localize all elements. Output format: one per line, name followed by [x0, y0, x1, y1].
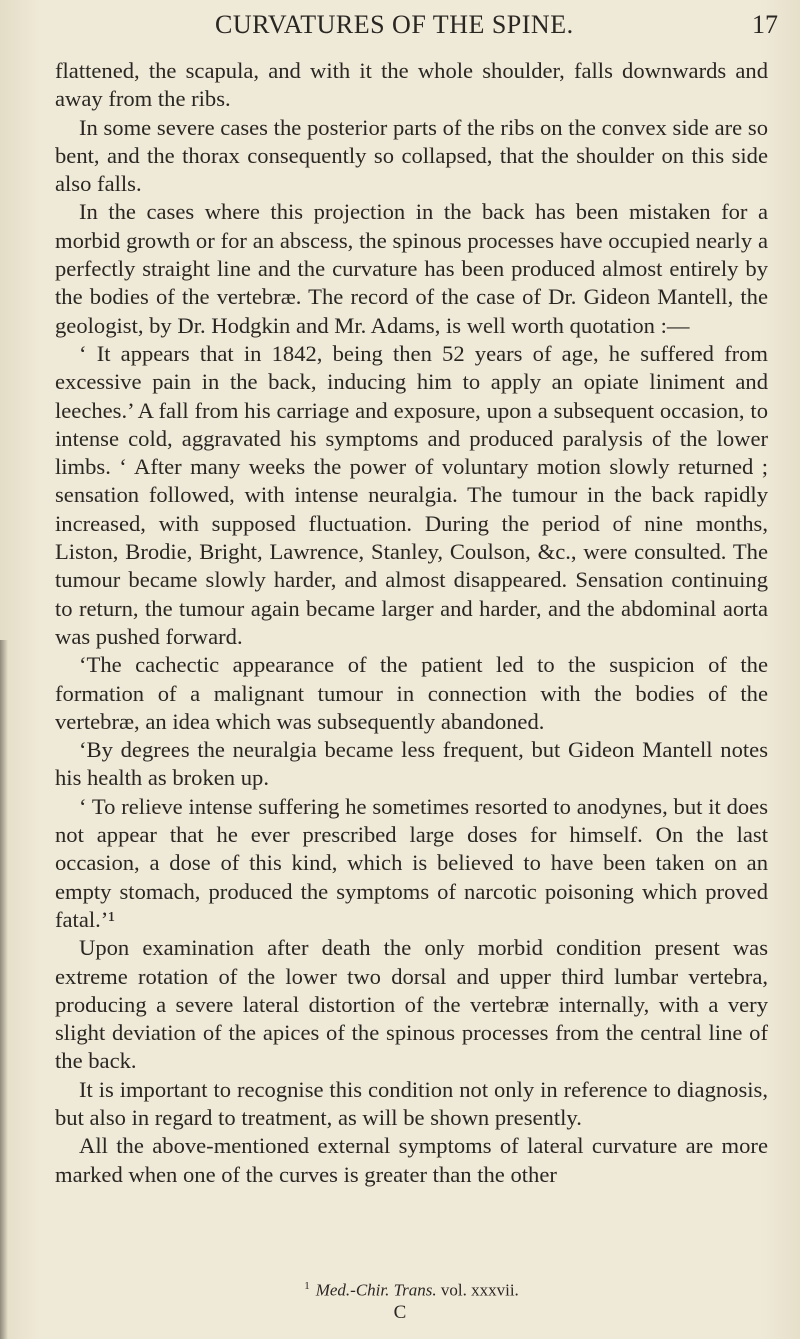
body-text — [55, 57, 768, 1189]
paragraph-5: ‘The cachectic appearance of the patient led to the suspicion of the formation of a malignant tumour in connection with the bodies of the vertebræ, an idea which was subsequently abandoned. — [55, 652, 768, 734]
paragraph-6: ‘By degrees the neuralgia became less frequent, but Gideon Mantell notes his health as broken up. — [55, 737, 768, 791]
paragraph-7: ‘ To relieve intense suffering he sometimes resorted to anodynes, but it does not appear that he ever prescribed large doses for himself. On the last occasion, a dose of this kind, which is believed to have been taken on an empty stomach, produced the symptoms of narcotic poisoning which proved fatal.’¹ — [55, 793, 768, 932]
page-header — [0, 10, 800, 50]
running-head: CURVATURES OF THE SPINE. — [215, 10, 574, 39]
paragraph-2: In some severe cases the posterior parts of the ribs on the convex side are so bent, and the thorax consequently so collapsed, that the shoulder on this side also falls. — [55, 114, 768, 197]
paragraph-8: Upon examination after death the only morbid condition present was extreme rotation of the lower two dorsal and upper third lumbar vertebra, producing a severe lateral distortion of the vertebræ internally, with a very slight deviation of the apices of the spinous processes from the central line of the back. — [55, 935, 768, 1074]
paragraph-4: ‘ It appears that in 1842, being then 52 years of age, he suffered from excessive pain in the back, inducing him to apply an opiate liniment and leeches.’ A fall from his carriage and exposure, upon a subsequent occasion, to intense cold, aggravated his symptoms and produced paralysis of the lower limbs. ‘ After many weeks the power of voluntary motion slowly returned ; sensation followed, with intense neuralgia. The tumour in the back rapidly increased, with supposed fluctuation. During the period of nine months, Liston, Brodie, Bright, Lawrence, Stanley, Coulson, &c., were consulted. The tumour became slowly harder, and almost disappeared. Sensation continuing to return, the tumour again became larger and harder, and the abdominal aorta was pushed forward. — [55, 340, 768, 649]
gutter-shadow — [0, 640, 8, 1339]
footnote — [55, 1280, 768, 1301]
paragraph-3: In the cases where this projection in the back has been mistaken for a morbid growth or for an abscess, the spinous processes have occupied nearly a perfectly straight line and the curvature has been produced almost entirely by the bodies of the vertebræ. The record of the case of Dr. Gideon Mantell, the geologist, by Dr. Hodgkin and Mr. Adams, is well worth quotation :— — [55, 199, 768, 338]
paragraph-1: flattened, the scapula, and with it the whole shoulder, falls downwards and away from the ribs. — [55, 58, 768, 112]
page-number: 17 — [752, 10, 778, 39]
signature-mark: C — [393, 1302, 407, 1323]
footnote-volume: vol. xxxvii. — [440, 1280, 519, 1300]
footnote-marker: 1 — [304, 1280, 310, 1292]
paragraph-10: All the above-mentioned external symptoms of lateral curvature are more marked when one of the curves is greater than the other — [55, 1133, 768, 1187]
footnote-title: Med.-Chir. Trans. — [315, 1280, 437, 1300]
paragraph-9: It is important to recognise this condition not only in reference to diagnosis, but also in regard to treatment, as will be shown presently. — [55, 1076, 768, 1130]
